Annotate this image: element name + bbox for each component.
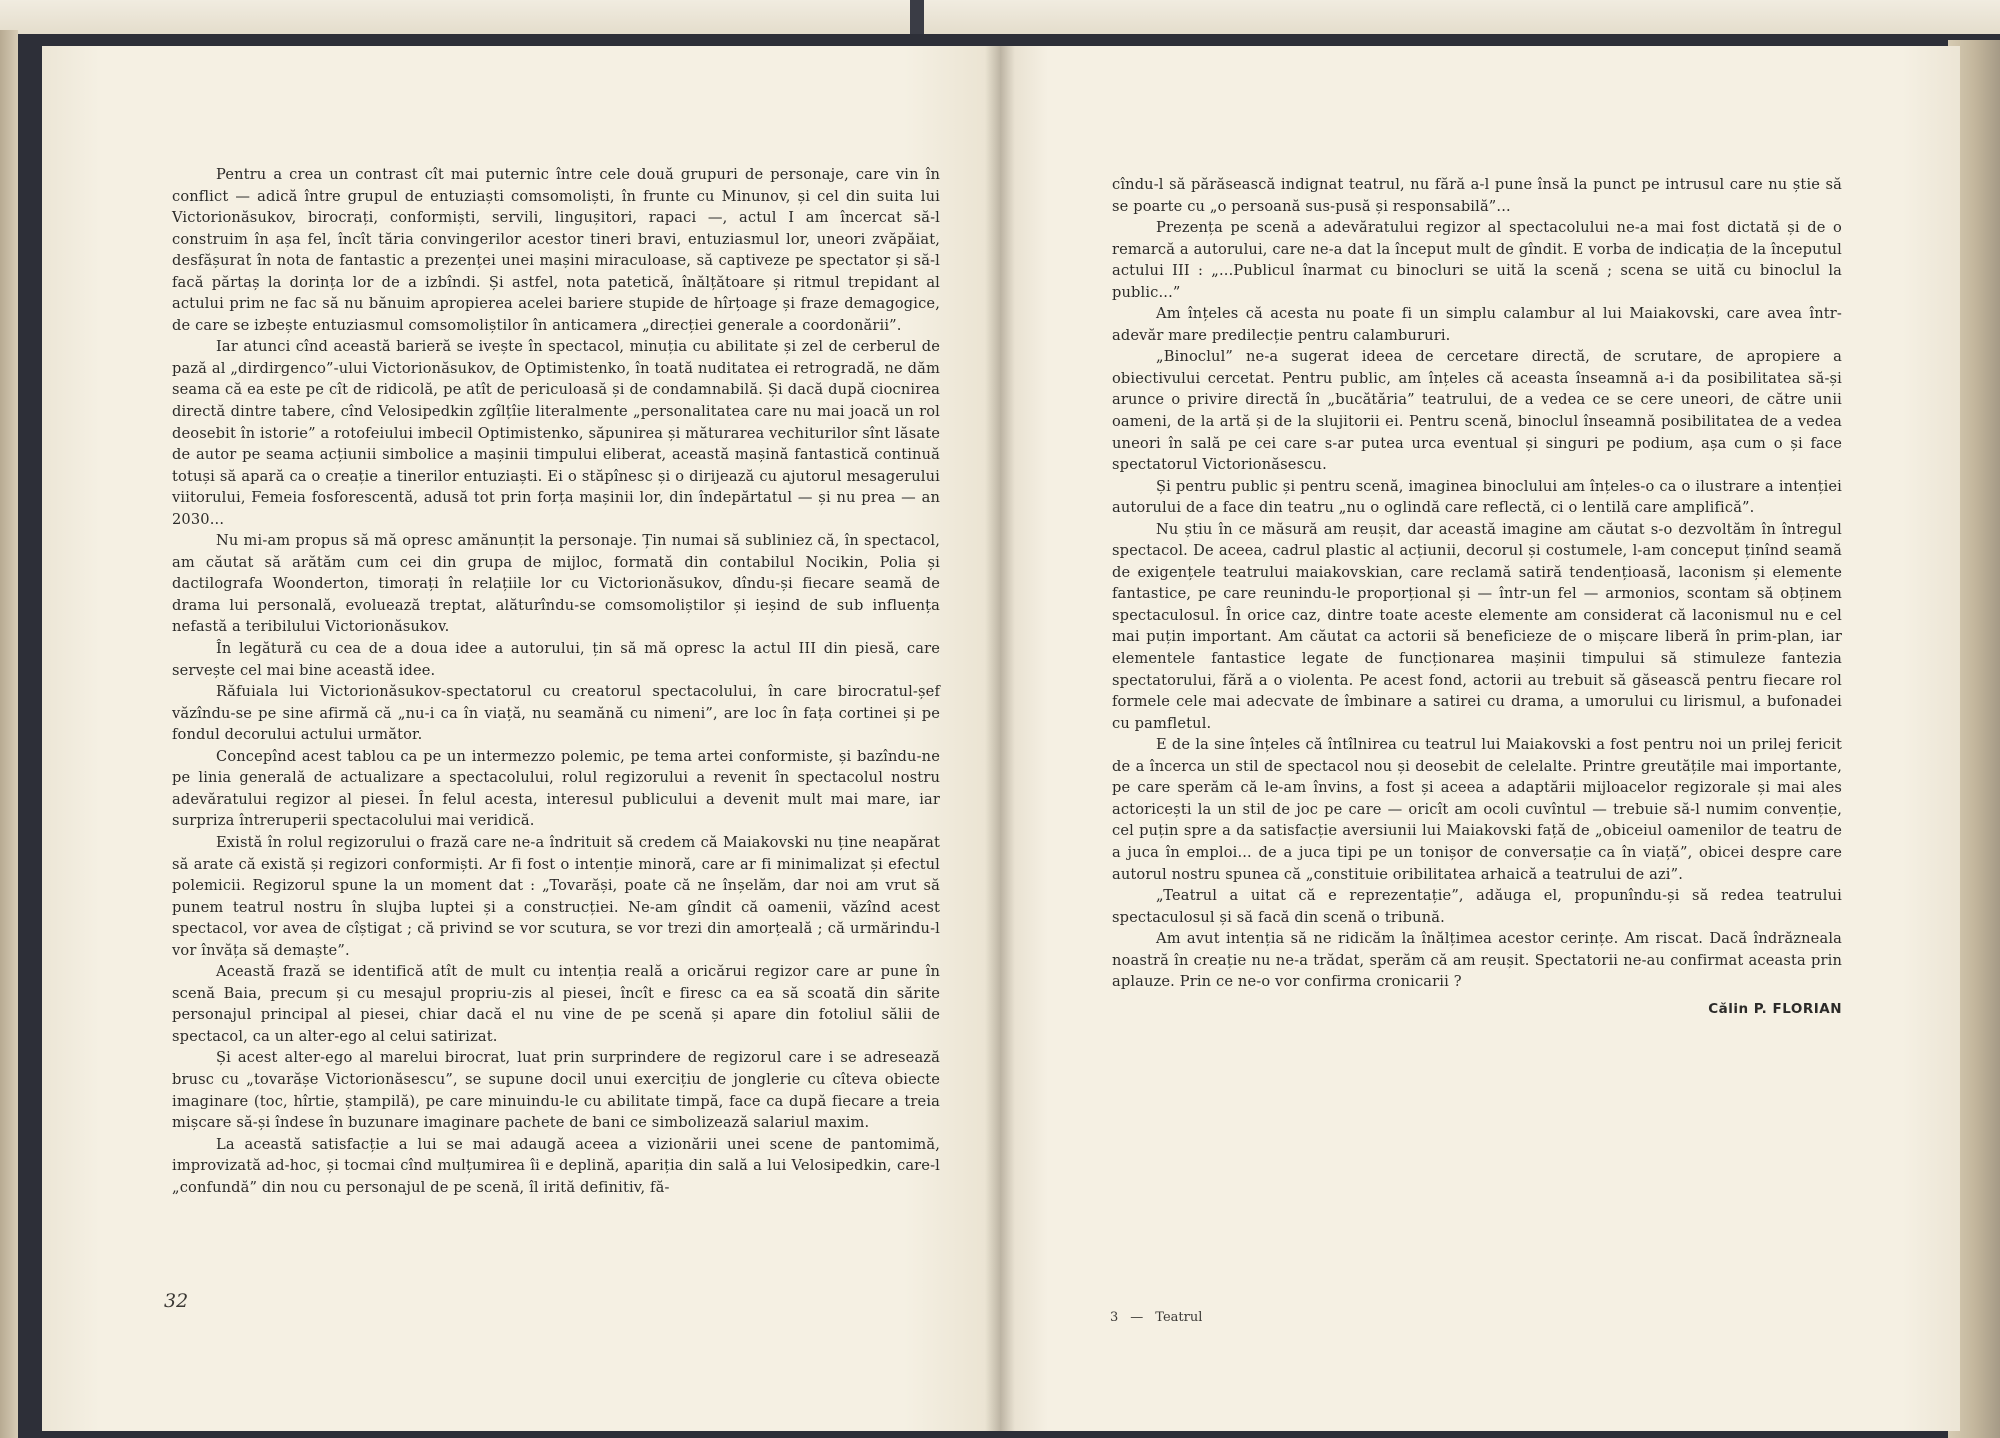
right-paragraph: „Binoclul” ne-a sugerat ideea de cercetare directă, de scrutare, de apropiere a obiectivului cercetat. Pentru public, am înțeles că aceasta înseamnă a-i da posibilitatea să-și arunce o privire directă în „bucătăria” teatrului, de a vedea ce se cere uneori, de către unii oameni, de la artă și de la slujitorii ei. Pentru scenă, binoclul înseamnă posibilitatea de a vedea uneori în sală pe cei care s-ar putea urca eventual și singuri pe podium, așa cum o și face spectatorul Victorionăsescu. (1112, 348, 1842, 474)
scan-gap (910, 0, 924, 34)
left-page (42, 46, 1000, 1431)
left-paragraph: Iar atunci cînd această barieră se ivește în spectacol, minuția cu abilitate și zel de cerberul de pază al „dirdirgenco”-ului Victorionăsukov, de Optimistenko, în toată nuditatea ei retrogradă, ne dăm seama că ea este pe cît de ridicolă, pe atît de periculoasă și de condamnabilă. Și dacă după ciocnirea directă dintre tabere, cînd Velosipedkin zgîlțîie literalmente „personalitatea care nu mai joacă un rol deosebit în istorie” a rotofeiului imbecil Optimistenko, săpunirea și măturarea vechiturilor sînt lăsate de autor pe seama acțiunii simbolice a mașinii timpului eliberat, această mașină fantastică continuă totuși să apară ca o creație a tinerilor entuziaști. Ei o stăpînesc și o dirijează cu ajutorul mesagerului viitorului, Femeia fosforescentă, adusă tot prin forța mașinii lor, din îndepărtatul — și nu prea — an 2030... (172, 338, 940, 528)
right-paragraph: Prezența pe scenă a adevăratului regizor al spectacolului ne-a mai fost dictată și de o remarcă a autorului, care ne-a dat la început mult de gîndit. E vorba de indicația de la începutul actului III : „...Publicul înarmat cu binocluri se uită la scenă ; scena se uită cu binoclul la public...” (1112, 219, 1842, 301)
left-paragraph: Și acest alter-ego al marelui birocrat, luat prin surprindere de regizorul care i se adresează brusc cu „tovarășe Victorionăsescu”, se supune docil unui exercițiu de jonglerie cu cîteva obiecte imaginare (toc, hîrtie, ștampilă), pe care minuindu-le cu abilitate timpă, face ca după fiecare a treia mișcare să-și îndese în buzunare imaginare pachete de bani ce simbolizează salariul maxim. (172, 1049, 940, 1132)
left-paragraph: La această satisfacție a lui se mai adaugă aceea a vizionării unei scene de pantomimă, improvizată ad-hoc, și tocmai cînd mulțumirea îi e deplină, apariția din sală a lui Velosipedkin, care-l „confundă” din nou cu personajul de pe scenă, îl irită definitiv, fă- (172, 1135, 940, 1196)
left-paragraph: În legătură cu cea de a doua idee a autorului, țin să mă opresc la actul III din piesă, care servește cel mai bine această idee. (172, 640, 940, 679)
left-paragraph: Această frază se identifică atît de mult cu intenția reală a oricărui regizor care ar pune în scenă Baia, precum și cu mesajul propriu-zis al piesei, încît e firesc ca ea să scoată din sărite personajul principal al piesei, chiar dacă el nu vine de pe scenă și apare din fotoliul sălii de spectacol, ca un alter-ego al celui satirizat. (172, 963, 940, 1045)
footer-number: 3 (1110, 1310, 1119, 1325)
right-paragraph: Și pentru public și pentru scenă, imaginea binoclului am înțeles-o ca o ilustrare a intenției autorului de a face din teatru „nu o oglindă care reflectă, ci o lentilă care amplifică”. (1112, 477, 1842, 517)
page-number: 32 (164, 1290, 189, 1312)
right-paragraph: Am avut intenția să ne ridicăm la înălțimea acestor cerințe. Am riscat. Dacă îndrăzneala noastră în creație nu ne-a trădat, sperăm că am reușit. Spectatorii ne-au confirmat aceasta prin aplauze. Prin ce ne-o vor confirma cronicarii ? (1112, 930, 1842, 991)
footer-dash: — (1130, 1310, 1144, 1325)
page-footer (1110, 1310, 1214, 1325)
left-page-text (172, 164, 940, 1198)
left-paragraph: Există în rolul regizorului o frază care ne-a îndrituit să credem că Maiakovski nu ține neapărat să arate că există și regizori conformiști. Ar fi fost o intenție minoră, care ar fi minimalizat și efectul polemicii. Regizorul spune la un moment dat : „Tovarăși, poate că ne înșelăm, dar noi am vrut să punem teatrul nostru în slujba luptei și a construcției. Ne-am gîndit că oamenii, văzînd acest spectacol, vor avea de cîștigat ; că privind se vor scutura, se vor trezi din amorțeală ; că urmărindu-l vor învăța să demaște”. (172, 833, 940, 959)
right-paragraph: Am înțeles că acesta nu poate fi un simplu calambur al lui Maiakovski, care avea într-adevăr mare predilecție pentru calambururi. (1112, 305, 1842, 344)
right-paragraph: Nu știu în ce măsură am reușit, dar această imagine am căutat s-o dezvoltăm în întregul spectacol. De aceea, cadrul plastic al acțiunii, decorul și costumele, l-am conceput ținînd seamă de exigențele teatrului maiakovskian, care reclamă satiră tendențioasă, laconism și elemente fantastice, pe care reunindu-le proporțional și — într-un fel — armonios, scontam să obținem spectaculosul. În orice caz, dintre toate aceste elemente am considerat că laconismul nu e cel mai puțin important. Am căutat ca actorii să beneficieze de o mișcare liberă în prim-plan, iar elementele fantastice legate de funcționarea mașinii timpului să stimuleze fantezia spectatorului, fără a o violenta. Pe acest fond, actorii au trebuit să găsească pentru fiecare rol formele cele mai adecvate de îmbinare a satirei cu drama, a umorului cu lirismul, a bufonadei cu pamfletul. (1112, 520, 1842, 732)
book-cover-left-edge (0, 30, 18, 1438)
book-spine-shadow (985, 46, 1015, 1431)
left-paragraph: Concepînd acest tablou ca pe un intermezzo polemic, pe tema artei conformiste, și bazîndu-ne pe linia generală de actualizare a spectacolului, rolul regizorului a revenit în spectacolul nostru adevăratului regizor al piesei. În felul acesta, interesul publicului a devenit mult mai mare, iar surpriza întreruperii spectacolului mai veridică. (172, 747, 940, 830)
right-page-text (1112, 174, 1842, 1020)
right-paragraph: „Teatrul a uitat că e reprezentație”, adăuga el, propunîndu-și să redea teatrului spectaculosul și să facă din scenă o tribună. (1112, 887, 1842, 926)
right-paragraph: cîndu-l să părăsească indignat teatrul, nu fără a-l pune însă la punct pe intrusul care nu știe să se poarte cu „o persoană sus-pusă și responsabilă”... (1112, 176, 1842, 215)
right-page (1000, 46, 1960, 1431)
left-paragraph: Răfuiala lui Victorionăsukov-spectatorul cu creatorul spectacolului, în care birocratul-șef văzîndu-se pe sine afirmă că „nu-i ca în viață, nu seamănă cu nimeni”, are loc în fața cortinei și pe fondul decorului actului următor. (172, 683, 940, 744)
footer-label: Teatrul (1155, 1310, 1203, 1325)
scan-background-top (0, 0, 2000, 34)
author-signature: Călin P. FLORIAN (1708, 1000, 1842, 1017)
right-paragraph: E de la sine înțeles că întîlnirea cu teatrul lui Maiakovski a fost pentru noi un prilej fericit de a încerca un stil de spectacol nou și deosebit de celelalte. Printre greutățile mai importante, pe care sperăm că le-am învins, a fost și aceea a adaptării mijloacelor regizorale și mai ales actoricești la un stil de joc pe care — oricît am ocoli cuvîntul — trebuie să-l numim convenție, cel puțin spre a da satisfacție aversiunii lui Maiakovski față de „obiceiul oamenilor de teatru de a juca în emploi... de a juca tipi pe un tonișor de conversație ca în viață”, obicei despre care autorul nostru spunea că „constituie oribilitatea arhaică a teatrului de azi”. (1112, 736, 1842, 883)
left-paragraph: Pentru a crea un contrast cît mai puternic între cele două grupuri de personaje, care vin în conflict — adică între grupul de entuziaști comsomoliști, în frunte cu Minunov, și cel din suita lui Victorionăsukov, birocrați, conformiști, servili, lingușitori, rapaci —, actul I am încercat să-l construim în așa fel, încît tăria convingerilor acestor tineri bravi, entuziasmul lor, uneori zvăpăiat, desfășurat în nota de fantastic a prezenței unei mașini miraculoase, să captiveze pe spectator și să-l facă părtaș la dorința lor de a izbîndi. Și astfel, nota patetică, înălțătoare și ritmul trepidant al actului prim ne fac să nu bănuim apropierea acelei bariere stupide de hîrțoage și fraze demagogice, de care se izbește entuziasmul comsomoliștilor în anticamera „direcției generale a coordonării”. (172, 166, 940, 334)
left-paragraph: Nu mi-am propus să mă opresc amănunțit la personaje. Țin numai să subliniez că, în spectacol, am căutat să arătăm cum cei din grupa de mijloc, formată din contabilul Nocikin, Polia și dactilografa Woonderton, timorați în relațiile lor cu Victorionăsukov, dîndu-și fiecare seamă de drama lui personală, evoluează treptat, alăturîndu-se comsomoliștilor și ieșind de sub influența nefastă a teribilului Victorionăsukov. (172, 532, 940, 636)
